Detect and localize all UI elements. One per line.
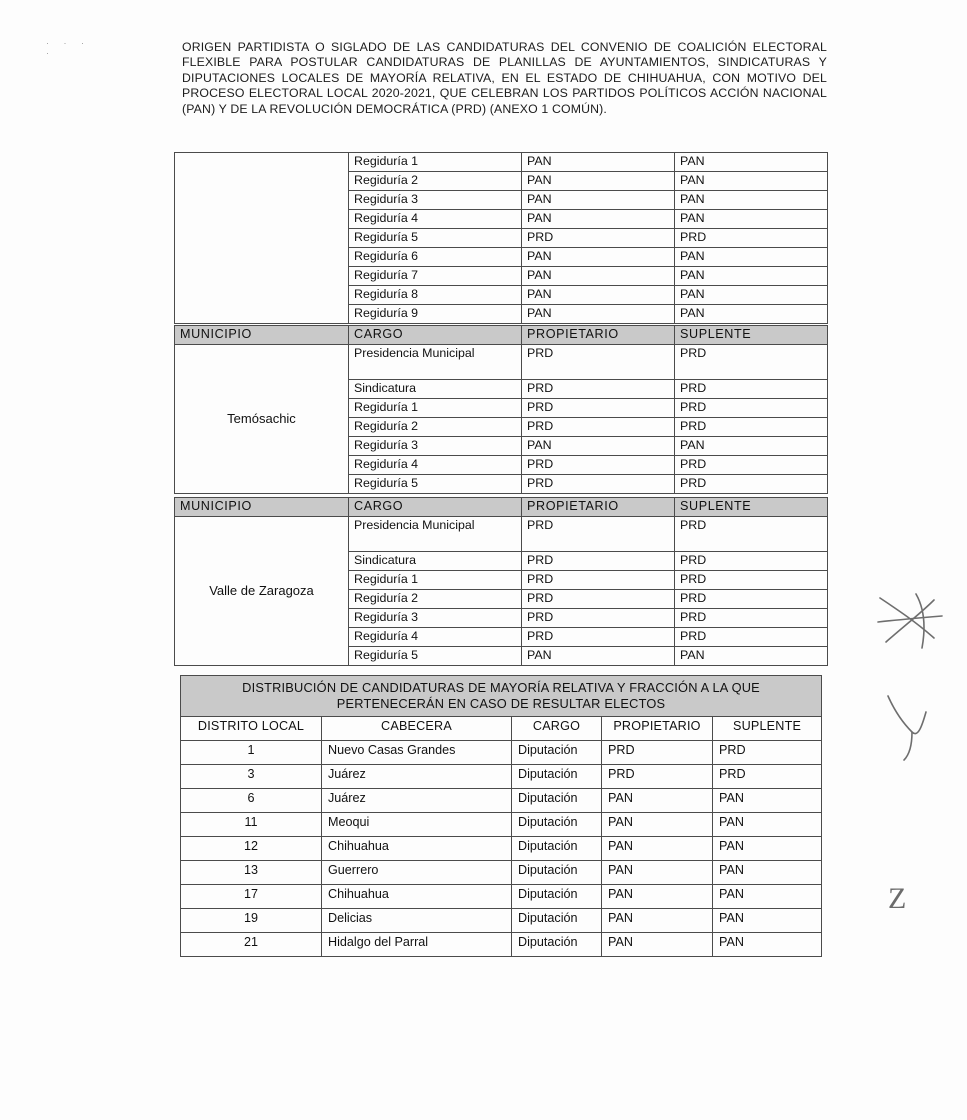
table-regidurias-continuation — [174, 152, 828, 324]
signature-mark-2 — [882, 692, 942, 762]
propietario-cell: PAN — [602, 933, 713, 957]
suplente-cell: PAN — [675, 191, 828, 210]
cabecera-cell: Chihuahua — [322, 885, 512, 909]
cargo-cell: Regiduría 4 — [349, 210, 522, 229]
cargo-cell: Regiduría 5 — [349, 475, 522, 494]
cargo-cell: Regiduría 3 — [349, 191, 522, 210]
column-header-municipio: MUNICIPIO — [175, 326, 349, 345]
suplente-cell: PRD — [675, 229, 828, 248]
cabecera-cell: Juárez — [322, 789, 512, 813]
propietario-cell: PAN — [602, 909, 713, 933]
scan-speckles: · · · · — [46, 38, 90, 58]
suplente-cell: PRD — [675, 628, 828, 647]
suplente-cell: PRD — [675, 418, 828, 437]
distrito-cell: 19 — [181, 909, 322, 933]
distrito-cell: 12 — [181, 837, 322, 861]
table-temosachic — [174, 325, 828, 494]
municipio-cell: Temósachic — [175, 345, 349, 494]
table-row — [181, 741, 822, 765]
table-row — [181, 813, 822, 837]
suplente-cell: PRD — [675, 475, 828, 494]
suplente-cell: PAN — [713, 885, 822, 909]
suplente-cell: PAN — [675, 305, 828, 324]
cargo-cell: Regiduría 3 — [349, 437, 522, 456]
table-row — [181, 909, 822, 933]
column-header-municipio: MUNICIPIO — [175, 498, 349, 517]
cargo-cell: Regiduría 9 — [349, 305, 522, 324]
suplente-cell: PRD — [675, 456, 828, 475]
municipio-cell: Valle de Zaragoza — [175, 517, 349, 666]
table-row — [175, 153, 828, 172]
suplente-cell: PAN — [675, 286, 828, 305]
suplente-cell: PAN — [675, 153, 828, 172]
suplente-cell: PRD — [675, 590, 828, 609]
propietario-cell: PAN — [522, 305, 675, 324]
suplente-cell: PRD — [675, 609, 828, 628]
cargo-cell: Regiduría 2 — [349, 172, 522, 191]
column-header-propietario: PROPIETARIO — [522, 498, 675, 517]
cargo-cell: Sindicatura — [349, 552, 522, 571]
table-row — [181, 789, 822, 813]
table-row — [181, 861, 822, 885]
column-header-suplente: SUPLENTE — [713, 717, 822, 741]
table-row — [181, 885, 822, 909]
propietario-cell: PAN — [602, 813, 713, 837]
cargo-cell: Diputación — [512, 885, 602, 909]
cargo-cell: Presidencia Municipal — [349, 345, 522, 380]
document-header-paragraph: ORIGEN PARTIDISTA O SIGLADO DE LAS CANDIDATURAS DEL CONVENIO DE COALICIÓN ELECTORAL FLEXIBLE PARA POSTULAR CANDIDATURAS DE PLANILLAS DE AYUNTAMIENTOS, SINDICATURAS Y DIPUTACIONES LOCALES DE MAYORÍA RELATIVA, EN EL ESTADO DE CHIHUAHUA, CON MOTIVO DEL PROCESO ELECTORAL LOCAL 2020-2021, QUE CELEBRAN LOS PARTIDOS POLÍTICOS ACCIÓN NACIONAL (PAN) Y DE LA REVOLUCIÓN DEMOCRÁTICA (PRD) (ANEXO 1 COMÚN). — [182, 40, 827, 116]
cabecera-cell: Delicias — [322, 909, 512, 933]
column-header-cabecera: CABECERA — [322, 717, 512, 741]
cargo-cell: Presidencia Municipal — [349, 517, 522, 552]
suplente-cell: PRD — [675, 517, 828, 552]
column-header-cargo: CARGO — [349, 498, 522, 517]
table-row — [181, 837, 822, 861]
propietario-cell: PRD — [522, 380, 675, 399]
table-row — [175, 345, 828, 380]
distrito-cell: 17 — [181, 885, 322, 909]
cargo-cell: Diputación — [512, 909, 602, 933]
suplente-cell: PAN — [713, 909, 822, 933]
propietario-cell: PRD — [522, 552, 675, 571]
propietario-cell: PRD — [522, 399, 675, 418]
cargo-cell: Diputación — [512, 837, 602, 861]
suplente-cell: PAN — [675, 647, 828, 666]
column-header-propietario: PROPIETARIO — [522, 326, 675, 345]
suplente-cell: PAN — [713, 861, 822, 885]
suplente-cell: PAN — [675, 248, 828, 267]
suplente-cell: PRD — [713, 765, 822, 789]
table-distribucion-candidaturas — [180, 675, 822, 957]
propietario-cell: PRD — [522, 571, 675, 590]
cargo-cell: Regiduría 4 — [349, 456, 522, 475]
distrito-cell: 3 — [181, 765, 322, 789]
table-title-row — [181, 676, 822, 717]
cargo-cell: Diputación — [512, 789, 602, 813]
suplente-cell: PAN — [675, 210, 828, 229]
suplente-cell: PAN — [675, 267, 828, 286]
column-header-distrito-local: DISTRITO LOCAL — [181, 717, 322, 741]
propietario-cell: PAN — [522, 210, 675, 229]
cabecera-cell: Hidalgo del Parral — [322, 933, 512, 957]
table-row — [181, 765, 822, 789]
suplente-cell: PRD — [675, 399, 828, 418]
cargo-cell: Regiduría 1 — [349, 153, 522, 172]
table-header-row — [181, 717, 822, 741]
suplente-cell: PAN — [713, 837, 822, 861]
propietario-cell: PAN — [522, 153, 675, 172]
cargo-cell: Regiduría 1 — [349, 571, 522, 590]
table-header-row — [175, 326, 828, 345]
suplente-cell: PRD — [675, 345, 828, 380]
suplente-cell: PRD — [675, 552, 828, 571]
propietario-cell: PAN — [522, 437, 675, 456]
propietario-cell: PRD — [602, 741, 713, 765]
cabecera-cell: Nuevo Casas Grandes — [322, 741, 512, 765]
propietario-cell: PRD — [522, 456, 675, 475]
table-header-row — [175, 498, 828, 517]
cargo-cell: Regiduría 2 — [349, 418, 522, 437]
distrito-cell: 1 — [181, 741, 322, 765]
suplente-cell: PAN — [675, 172, 828, 191]
table-title: DISTRIBUCIÓN DE CANDIDATURAS DE MAYORÍA RELATIVA Y FRACCIÓN A LA QUE PERTENECERÁN EN CASO DE RESULTAR ELECTOS — [181, 676, 822, 717]
suplente-cell: PRD — [713, 741, 822, 765]
suplente-cell: PAN — [713, 933, 822, 957]
suplente-cell: PRD — [675, 571, 828, 590]
propietario-cell: PRD — [602, 765, 713, 789]
propietario-cell: PAN — [522, 286, 675, 305]
column-header-cargo: CARGO — [512, 717, 602, 741]
cargo-cell: Diputación — [512, 741, 602, 765]
cargo-cell: Regiduría 2 — [349, 590, 522, 609]
propietario-cell: PAN — [522, 172, 675, 191]
cargo-cell: Regiduría 3 — [349, 609, 522, 628]
propietario-cell: PAN — [602, 885, 713, 909]
propietario-cell: PRD — [522, 475, 675, 494]
cargo-cell: Regiduría 1 — [349, 399, 522, 418]
cabecera-cell: Meoqui — [322, 813, 512, 837]
cargo-cell: Sindicatura — [349, 380, 522, 399]
cargo-cell: Regiduría 4 — [349, 628, 522, 647]
cargo-cell: Regiduría 8 — [349, 286, 522, 305]
suplente-cell: PRD — [675, 380, 828, 399]
propietario-cell: PRD — [522, 229, 675, 248]
table-row — [181, 933, 822, 957]
municipio-cell — [175, 153, 349, 324]
table-row — [175, 517, 828, 552]
column-header-suplente: SUPLENTE — [675, 498, 828, 517]
propietario-cell: PRD — [522, 345, 675, 380]
propietario-cell: PRD — [522, 517, 675, 552]
propietario-cell: PRD — [522, 418, 675, 437]
cargo-cell: Regiduría 6 — [349, 248, 522, 267]
distrito-cell: 21 — [181, 933, 322, 957]
propietario-cell: PRD — [522, 590, 675, 609]
distrito-cell: 6 — [181, 789, 322, 813]
distrito-cell: 11 — [181, 813, 322, 837]
cargo-cell: Diputación — [512, 861, 602, 885]
cargo-cell: Regiduría 5 — [349, 647, 522, 666]
suplente-cell: PAN — [675, 437, 828, 456]
column-header-cargo: CARGO — [349, 326, 522, 345]
column-header-propietario: PROPIETARIO — [602, 717, 713, 741]
propietario-cell: PAN — [602, 837, 713, 861]
distrito-cell: 13 — [181, 861, 322, 885]
cabecera-cell: Guerrero — [322, 861, 512, 885]
table-valle-de-zaragoza — [174, 497, 828, 666]
cabecera-cell: Chihuahua — [322, 837, 512, 861]
propietario-cell: PAN — [602, 789, 713, 813]
propietario-cell: PAN — [522, 191, 675, 210]
cargo-cell: Diputación — [512, 933, 602, 957]
column-header-suplente: SUPLENTE — [675, 326, 828, 345]
propietario-cell: PAN — [522, 248, 675, 267]
suplente-cell: PAN — [713, 789, 822, 813]
cargo-cell: Diputación — [512, 813, 602, 837]
propietario-cell: PAN — [522, 647, 675, 666]
cargo-cell: Regiduría 5 — [349, 229, 522, 248]
cargo-cell: Diputación — [512, 765, 602, 789]
propietario-cell: PAN — [602, 861, 713, 885]
propietario-cell: PRD — [522, 628, 675, 647]
propietario-cell: PAN — [522, 267, 675, 286]
cabecera-cell: Juárez — [322, 765, 512, 789]
signature-mark-3: Z — [888, 882, 907, 915]
cargo-cell: Regiduría 7 — [349, 267, 522, 286]
signature-mark-1 — [872, 592, 952, 662]
propietario-cell: PRD — [522, 609, 675, 628]
suplente-cell: PAN — [713, 813, 822, 837]
